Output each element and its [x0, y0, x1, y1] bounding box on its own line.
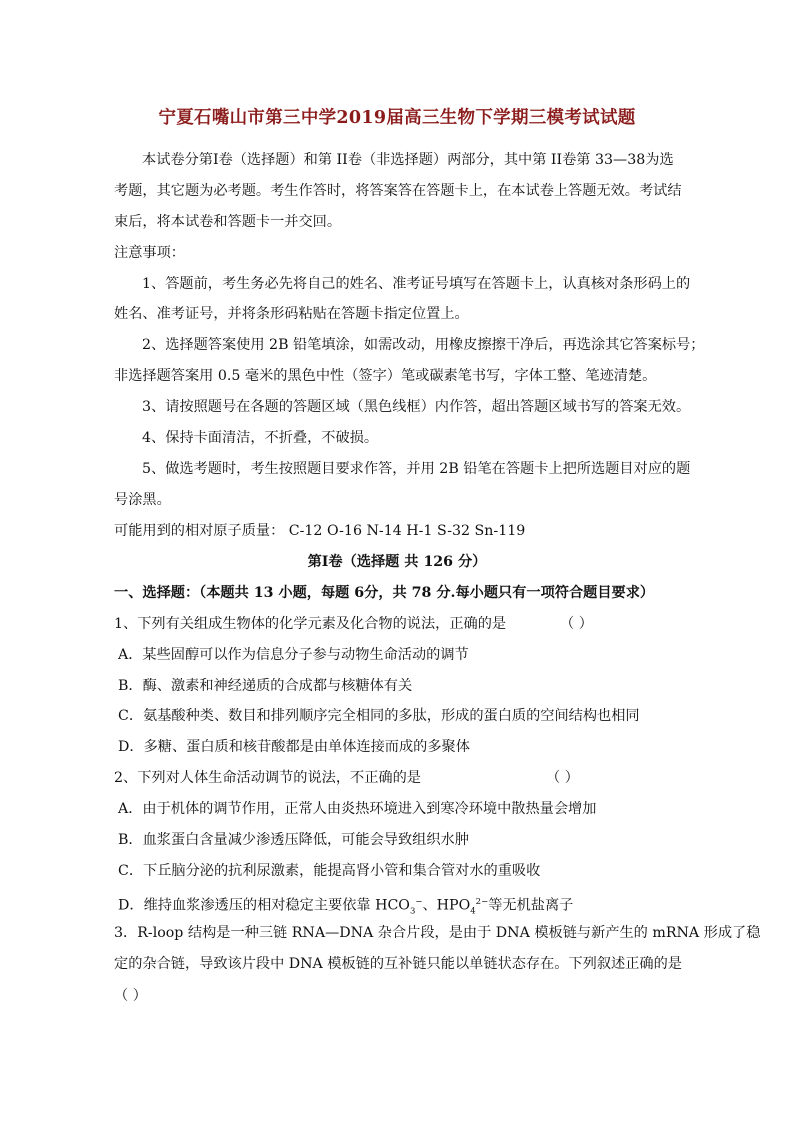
question-2-option-c: C．下丘脑分泌的抗利尿激素，能提高肾小管和集合管对水的重吸收: [118, 863, 541, 879]
question-2-option-a: A．由于机体的调节作用，正常人由炎热环境进入到寒冷环境中散热量会增加: [118, 801, 597, 817]
section-instruction: 一、选择题：（本题共 13 小题，每题 6分，共 78 分.每小题只有一项符合题目要求）: [114, 585, 655, 601]
page-title: 宁夏石嘴山市第三中学2019届高三生物下学期三模考试试题: [158, 108, 636, 128]
hco3-subscript: 3: [409, 906, 416, 917]
intro-line-1: 本试卷分第Ⅰ卷（选择题）和第 II卷（非选择题）两部分，其中第 II卷第 33—38为选: [142, 152, 674, 168]
intro-line-2: 考题，其它题为必考题。考生作答时，将答案答在答题卡上，在本试卷上答题无效。考试结: [114, 183, 682, 199]
question-1-option-d: D．多糖、蛋白质和核苷酸都是由单体连接而成的多聚体: [118, 739, 470, 755]
notes-heading: 注意事项：: [114, 245, 185, 261]
question-1-option-c: C．氨基酸种类、数目和排列顺序完全相同的多肽，形成的蛋白质的空间结构也相同: [118, 708, 640, 724]
question-2-option-d: [118, 892, 688, 922]
question-2-option-d-mid: 、HPO: [422, 897, 471, 914]
note-2-line-2: 非选择题答案用 0.5 毫米的黑色中性（签字）笔或碳素笔书写，字体工整、笔迹清楚。: [114, 368, 657, 384]
atomic-masses: 可能用到的相对原子质量： C-12 O-16 N-14 H-1 S-32 Sn-119: [114, 523, 526, 539]
intro-line-3: 束后，将本试卷和答题卡一并交回。: [114, 214, 342, 230]
section-title: 第Ⅰ卷（选择题 共 126 分）: [307, 554, 487, 570]
hpo4-charge: 2−: [475, 897, 489, 907]
note-3: 3、请按照题号在各题的答题区域（黑色线框）内作答，超出答题区域书写的答案无效。: [142, 399, 691, 415]
note-2-line-1: 2、选择题答案使用 2B 铅笔填涂，如需改动，用橡皮擦擦干净后，再选涂其它答案标号；: [142, 337, 705, 353]
question-1-option-b: B．酶、激素和神经递质的合成都与核糖体有关: [118, 678, 413, 694]
note-4: 4、保持卡面清洁，不折叠，不破损。: [142, 430, 379, 446]
question-1-option-a: A．某些固醇可以作为信息分子参与动物生命活动的调节: [118, 647, 469, 663]
note-1-line-2: 姓名、准考证号，并将条形码粘贴在答题卡指定位置上。: [114, 306, 469, 322]
question-2-option-b: B．血浆蛋白含量减少渗透压降低，可能会导致组织水肿: [118, 832, 469, 848]
note-1-line-1: 1、答题前，考生务必先将自己的姓名、准考证号填写在答题卡上，认真核对条形码上的: [142, 276, 691, 292]
hpo4-subscript: 4: [470, 906, 476, 917]
question-3-answer-paren: （ ）: [114, 988, 147, 1004]
question-1-stem: 1、下列有关组成生物体的化学元素及化合物的说法，正确的是: [114, 616, 507, 632]
question-2-option-d-text: D．维持血浆渗透压的相对稳定主要依靠 HCO: [118, 897, 410, 914]
note-5-line-1: 5、做选考题时，考生按照题目要求作答，并用 2B 铅笔在答题卡上把所选题目对应的题: [142, 461, 691, 477]
question-1-answer-paren: （ ）: [560, 616, 593, 632]
note-5-line-2: 号涂黑。: [114, 492, 171, 508]
question-2-stem: 2、下列对人体生命活动调节的说法，不正确的是: [114, 770, 421, 786]
question-2-answer-paren: （ ）: [546, 770, 579, 786]
question-3-line-2: 定的杂合链，导致该片段中 DNA 模板链的互补链只能以单链状态存在。下列叙述正确的是: [114, 956, 682, 972]
question-2-option-d-end: 等无机盐离子: [488, 897, 574, 914]
hco3-charge: −: [415, 897, 423, 907]
question-3-line-1: 3．R-loop 结构是一种三链 RNA—DNA 杂合片段，是由于 DNA 模板链与新产生的 mRNA 形成了稳: [114, 925, 761, 941]
